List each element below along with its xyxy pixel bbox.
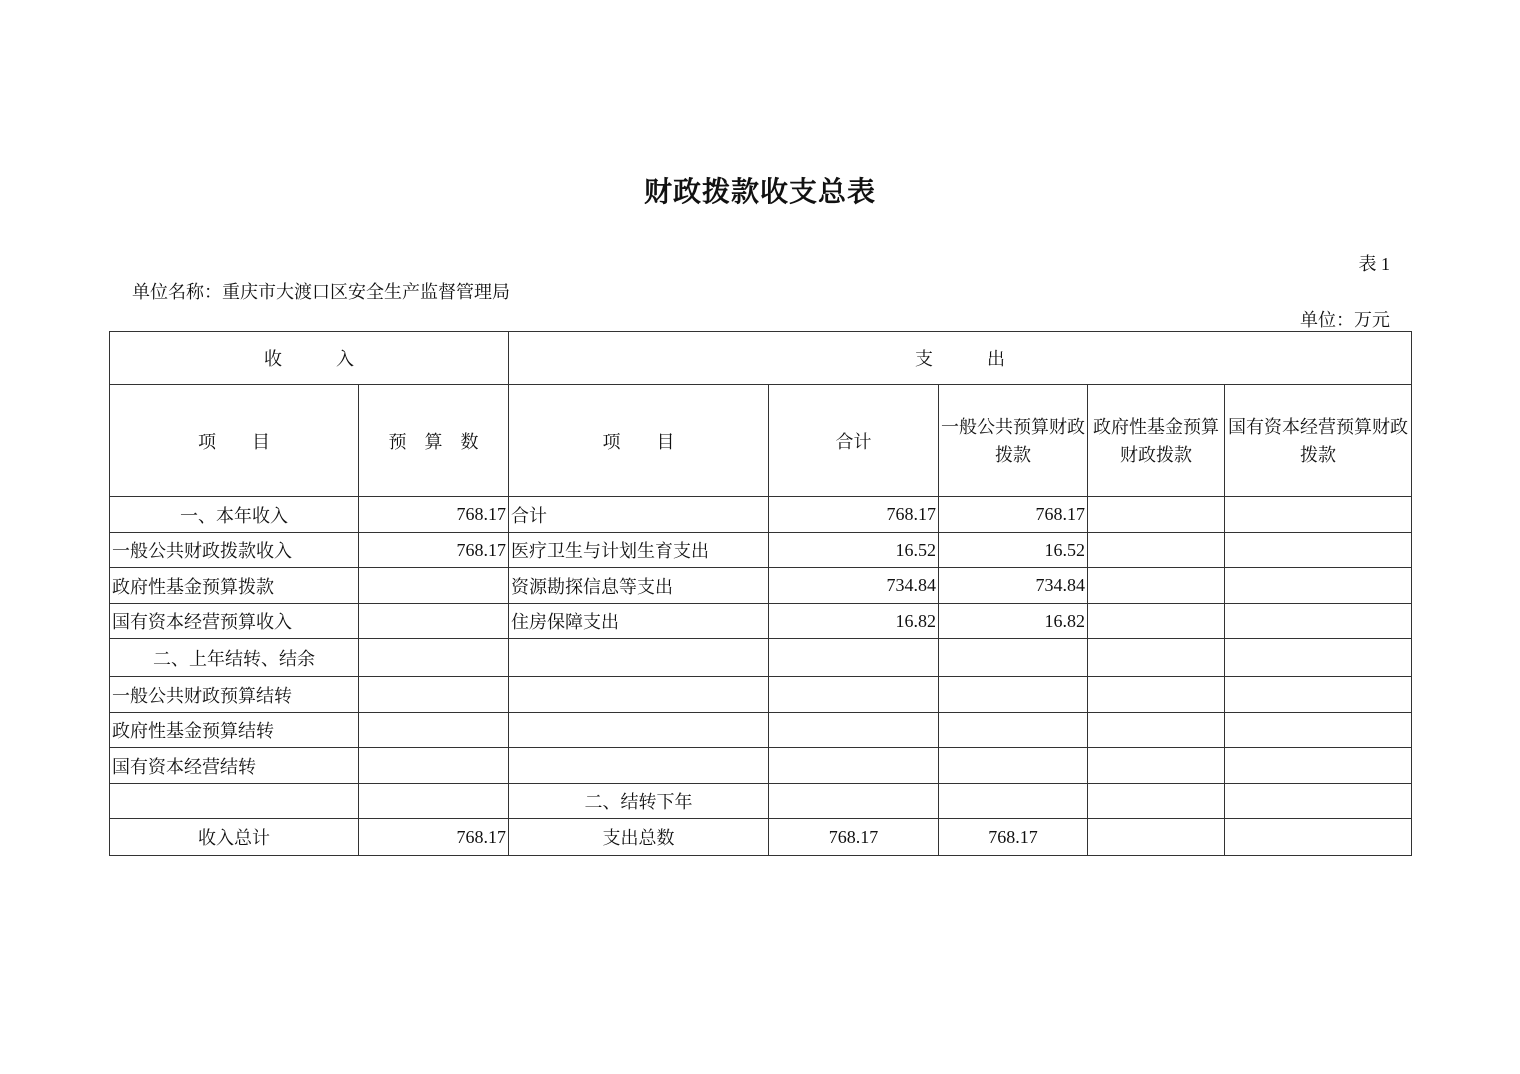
state-capital-cell bbox=[1225, 784, 1412, 819]
gov-fund-cell bbox=[1088, 713, 1225, 748]
income-item-cell: 政府性基金预算拨款 bbox=[110, 568, 359, 604]
income-item-cell bbox=[110, 784, 359, 819]
gov-fund-cell bbox=[1088, 533, 1225, 568]
expense-item-cell bbox=[509, 639, 769, 677]
income-budget-cell bbox=[359, 677, 509, 713]
income-budget-cell bbox=[359, 568, 509, 604]
income-budget-cell bbox=[359, 713, 509, 748]
page-title: 财政拨款收支总表 bbox=[643, 177, 876, 208]
income-item-cell: 二、上年结转、结余 bbox=[110, 639, 359, 677]
gov-fund-cell bbox=[1088, 639, 1225, 677]
header-income: 收 入 bbox=[110, 332, 509, 385]
state-capital-cell bbox=[1225, 748, 1412, 784]
total-cell bbox=[769, 713, 939, 748]
table-row bbox=[110, 639, 1412, 677]
header-expense: 支 出 bbox=[509, 332, 1412, 385]
unit-label: 单位：万元 bbox=[1300, 310, 1390, 330]
header-general: 一般公共预算财政拨款 bbox=[939, 385, 1088, 497]
income-total-value: 768.17 bbox=[359, 819, 509, 856]
total-cell bbox=[769, 748, 939, 784]
table-row bbox=[110, 604, 1412, 639]
header-income-budget: 预 算 数 bbox=[359, 385, 509, 497]
income-item-cell: 政府性基金预算结转 bbox=[110, 713, 359, 748]
table-row bbox=[110, 533, 1412, 568]
expense-item-cell: 资源勘探信息等支出 bbox=[509, 568, 769, 604]
state-capital-cell bbox=[1225, 568, 1412, 604]
state-capital-sum-value bbox=[1225, 819, 1412, 856]
table-row-total bbox=[110, 819, 1412, 856]
expense-item-cell bbox=[509, 713, 769, 748]
total-cell: 16.82 bbox=[769, 604, 939, 639]
gov-fund-cell bbox=[1088, 568, 1225, 604]
header-row-sub bbox=[110, 385, 1412, 497]
expense-item-cell: 合计 bbox=[509, 497, 769, 533]
expense-item-cell bbox=[509, 748, 769, 784]
gov-fund-cell bbox=[1088, 784, 1225, 819]
state-capital-cell bbox=[1225, 639, 1412, 677]
expense-item-cell: 住房保障支出 bbox=[509, 604, 769, 639]
state-capital-cell bbox=[1225, 677, 1412, 713]
income-item-cell: 一般公共财政拨款收入 bbox=[110, 533, 359, 568]
income-budget-cell: 768.17 bbox=[359, 533, 509, 568]
unit-name: 单位名称：重庆市大渡口区安全生产监督管理局 bbox=[132, 282, 510, 302]
total-cell: 16.52 bbox=[769, 533, 939, 568]
expense-item-cell bbox=[509, 677, 769, 713]
header-state-capital: 国有资本经营预算财政拨款 bbox=[1225, 385, 1412, 497]
income-budget-cell bbox=[359, 639, 509, 677]
income-item-cell: 一般公共财政预算结转 bbox=[110, 677, 359, 713]
state-capital-cell bbox=[1225, 604, 1412, 639]
expense-total-label: 支出总数 bbox=[509, 819, 769, 856]
gov-fund-sum-value bbox=[1088, 819, 1225, 856]
table-number: 表 1 bbox=[1358, 254, 1390, 274]
state-capital-cell bbox=[1225, 533, 1412, 568]
income-budget-cell bbox=[359, 784, 509, 819]
total-cell: 734.84 bbox=[769, 568, 939, 604]
budget-table bbox=[109, 331, 1412, 856]
total-cell bbox=[769, 784, 939, 819]
general-cell bbox=[939, 677, 1088, 713]
income-budget-cell bbox=[359, 604, 509, 639]
total-cell bbox=[769, 639, 939, 677]
header-row-top bbox=[110, 332, 1412, 385]
total-sum-value: 768.17 bbox=[769, 819, 939, 856]
income-budget-cell bbox=[359, 748, 509, 784]
general-cell: 734.84 bbox=[939, 568, 1088, 604]
income-budget-cell: 768.17 bbox=[359, 497, 509, 533]
income-item-cell: 国有资本经营结转 bbox=[110, 748, 359, 784]
general-cell: 16.82 bbox=[939, 604, 1088, 639]
expense-item-cell: 医疗卫生与计划生育支出 bbox=[509, 533, 769, 568]
header-total: 合计 bbox=[769, 385, 939, 497]
header-gov-fund: 政府性基金预算财政拨款 bbox=[1088, 385, 1225, 497]
gov-fund-cell bbox=[1088, 497, 1225, 533]
income-item-cell: 一、本年收入 bbox=[110, 497, 359, 533]
table-row bbox=[110, 497, 1412, 533]
income-total-label: 收入总计 bbox=[110, 819, 359, 856]
table-row bbox=[110, 568, 1412, 604]
header-expense-item: 项 目 bbox=[509, 385, 769, 497]
table-row bbox=[110, 677, 1412, 713]
general-cell bbox=[939, 639, 1088, 677]
table-row bbox=[110, 784, 1412, 819]
general-cell bbox=[939, 748, 1088, 784]
expense-item-cell: 二、结转下年 bbox=[509, 784, 769, 819]
gov-fund-cell bbox=[1088, 604, 1225, 639]
header-income-item: 项 目 bbox=[110, 385, 359, 497]
general-cell: 768.17 bbox=[939, 497, 1088, 533]
table-row bbox=[110, 748, 1412, 784]
table-row bbox=[110, 713, 1412, 748]
gov-fund-cell bbox=[1088, 748, 1225, 784]
general-cell bbox=[939, 713, 1088, 748]
total-cell bbox=[769, 677, 939, 713]
income-item-cell: 国有资本经营预算收入 bbox=[110, 604, 359, 639]
state-capital-cell bbox=[1225, 497, 1412, 533]
gov-fund-cell bbox=[1088, 677, 1225, 713]
general-cell: 16.52 bbox=[939, 533, 1088, 568]
general-cell bbox=[939, 784, 1088, 819]
general-sum-value: 768.17 bbox=[939, 819, 1088, 856]
state-capital-cell bbox=[1225, 713, 1412, 748]
total-cell: 768.17 bbox=[769, 497, 939, 533]
